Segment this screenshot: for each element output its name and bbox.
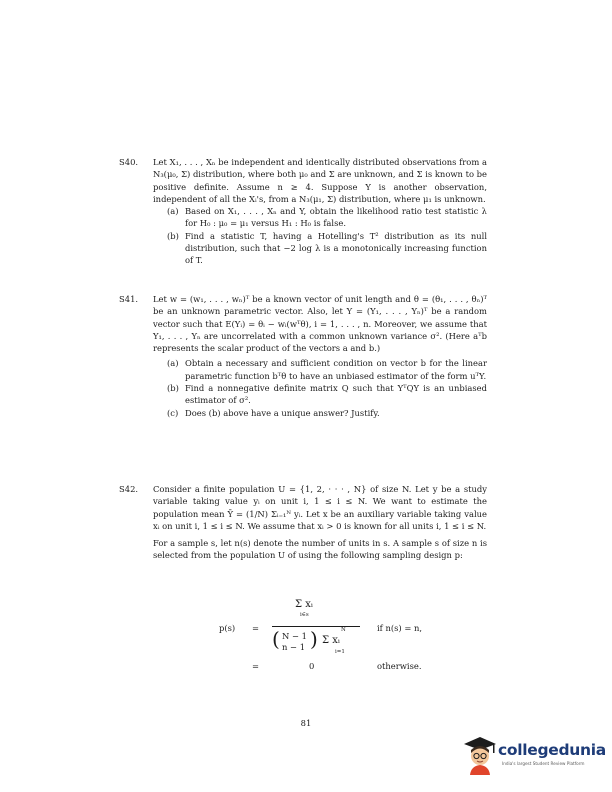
sampling-design-equation [119, 595, 487, 675]
numerator-sum-index: i∈s [300, 612, 309, 618]
question-s41 [119, 293, 487, 419]
sub-question-text: Based on X₁, . . . , Xₙ and Y, obtain the likelihood ratio test statistic λ for H₀ : μ₀ = μ₁ versus H₁ : H₀ is false. [185, 206, 487, 229]
binom-right-paren: ) [310, 627, 318, 651]
sub-question-text: Obtain a necessary and sufficient condition on vector b for the linear parametric function bᵀθ to have an unbiased estimator of the form uᵀY. [185, 358, 487, 381]
otherwise-value: 0 [309, 661, 315, 671]
question-paragraph: Consider a finite population U = {1, 2, · · · , N} of size N. Let y be a study variable taking value yᵢ on unit i, 1 ≤ i ≤ N. We want to estimate the population mean Ȳ = (1/N) Σᵢ₌₁ᴺ yᵢ. Let x be an auxiliary variable taking value xᵢ on unit i, 1 ≤ i ≤ N. We assume that xᵢ > 0 is known for all units i, 1 ≤ i ≤ N. [153, 484, 487, 531]
brand-tagline: India's largest Student Review Platform [502, 761, 585, 766]
sub-question-label: (a) [167, 358, 179, 369]
equation-equals: = [252, 623, 260, 633]
question-s42 [119, 483, 487, 562]
condition-first: if n(s) = n, [377, 623, 423, 633]
sub-question-b [167, 382, 487, 407]
binom-bottom: n − 1 [282, 642, 306, 652]
question-number: S41. [119, 294, 139, 304]
question-s40 [119, 156, 487, 267]
sub-question-a [167, 205, 487, 230]
sub-question-a [167, 357, 487, 382]
brand-logo [462, 733, 606, 779]
sub-question-b [167, 230, 487, 267]
student-mascot-icon [462, 735, 498, 775]
question-number: S40. [119, 157, 139, 167]
condition-otherwise: otherwise. [377, 661, 422, 671]
sub-question-text: Does (b) above have a unique answer? Justify. [185, 407, 380, 418]
equation-equals: = [252, 661, 260, 671]
sub-question-c [167, 407, 487, 419]
binom-top: N − 1 [282, 631, 307, 641]
sub-question-label: (a) [167, 206, 179, 217]
denominator-sum-lower: i=1 [335, 649, 345, 655]
denominator-sum-upper: N [341, 627, 346, 633]
denominator-sum: Σ xᵢ [322, 635, 340, 646]
sub-question-label: (b) [167, 383, 179, 394]
question-number: S42. [119, 484, 139, 494]
sub-question-text: Find a nonnegative definite matrix Q such that YᵀQY is an unbiased estimator of σ². [185, 383, 487, 406]
sub-question-label: (c) [167, 407, 179, 418]
question-paragraph: For a sample s, let n(s) denote the number of units in s. A sample s of size n is selected from the population U of using the following sampling design p: [153, 538, 487, 561]
page-number: 81 [300, 718, 312, 728]
binom-left-paren: ( [272, 627, 280, 651]
sub-question-text: Find a statistic T, having a Hotelling's T² distribution as its null distribution, such that −2 log λ is a monotonically increasing function of T. [185, 230, 487, 266]
question-intro: Let X₁, . . . , Xₙ be independent and identically distributed observations from a N₃(μ₀, Σ) distribution, where both μ₀ and Σ are unknown, and Σ is known to be positive definite. Assume n ≥ 4. Suppose Y is another observation, independent of all the Xᵢ's, from a N₃(μ₁, Σ) distribution, where μ₁ is unknown. [153, 157, 487, 204]
sub-question-label: (b) [167, 230, 179, 241]
question-intro: Let w = (w₁, . . . , wₙ)ᵀ be a known vector of unit length and θ = (θ₁, . . . , θₙ)ᵀ be an unknown parametric vector. Also, let Y = (Y₁, . . . , Yₙ)ᵀ be a random vector such that E(Yᵢ) = θᵢ − wᵢ(wᵀθ), i = 1, . . . , n. Moreover, we assume that Y₁, . . . , Yₙ are uncorrelated with a common unknown variance σ². (Here aᵀb represents the scalar product of the vectors a and b.) [153, 294, 487, 354]
numerator-sum: Σ xᵢ [295, 599, 313, 610]
brand-name: collegedunia [498, 741, 606, 759]
equation-lhs: p(s) [219, 623, 236, 633]
